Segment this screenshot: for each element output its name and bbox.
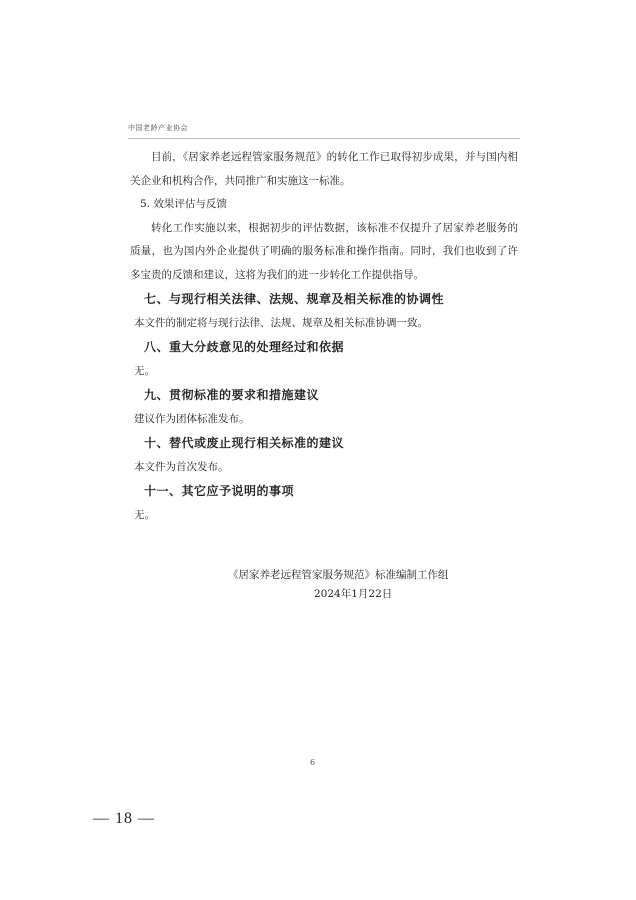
section-heading-10: 十、替代或废止现行相关标准的建议	[144, 436, 345, 450]
paragraph-evaluation: 转化工作实施以来，根据初步的评估数据，该标准不仅提升了居家养老服务的质量，也为国内外企业提供了明确的服务标准和操作指南。同时，我们也收到了许多宝贵的反馈和建议，这将为我们的进一步转化工作提供指导。	[130, 221, 518, 281]
paragraph-conversion-results: 目前，《居家养老远程管家服务规范》的转化工作已取得初步成果，并与国内相关企业和机构合作，共同推广和实施这一标准。	[130, 151, 518, 187]
page-header: 中国老龄产业协会	[128, 124, 188, 132]
section-heading-7: 七、与现行相关法律、法规、规章及相关标准的协调性	[144, 292, 445, 306]
signature-group: 《居家养老远程管家服务规范》标准编制工作组	[228, 569, 449, 581]
section-text-10: 本文件为首次发布。	[134, 461, 229, 473]
section-text-9: 建议作为团体标准发布。	[134, 413, 250, 425]
inner-page-number: 6	[310, 758, 316, 767]
signature-date: 2024年1月22日	[314, 588, 393, 600]
section-text-7: 本文件的制定将与现行法律、法规、规章及相关标准协调一致。	[134, 317, 428, 329]
header-divider	[128, 138, 520, 139]
section-heading-11: 十一、其它应予说明的事项	[144, 484, 295, 498]
outer-page-number: — 18 —	[93, 810, 155, 827]
section-heading-8: 八、重大分歧意见的处理经过和依据	[144, 340, 345, 354]
document-body	[130, 146, 518, 527]
item-5-title: 5. 效果评估与反馈	[140, 198, 227, 210]
section-heading-9: 九、贯彻标准的要求和措施建议	[144, 388, 320, 402]
section-text-11: 无。	[134, 509, 155, 521]
section-text-8: 无。	[134, 365, 155, 377]
